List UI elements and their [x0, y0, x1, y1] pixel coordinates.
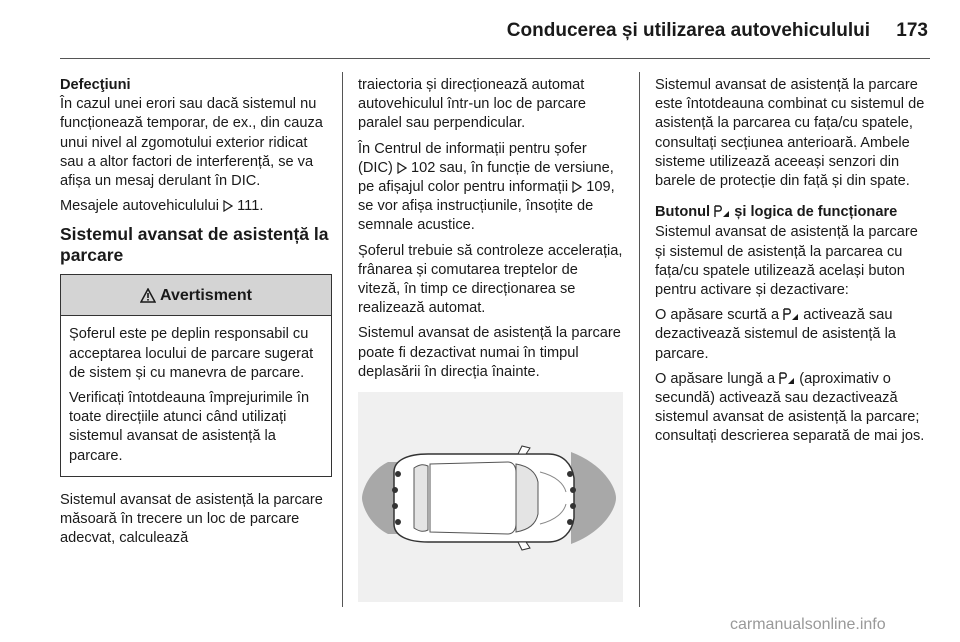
vehicle-messages-ref: 111. — [237, 198, 264, 215]
column-divider-2 — [639, 72, 640, 607]
short-press-text-a: O apăsare scurtă a — [655, 307, 780, 324]
warning-triangle-icon — [140, 288, 156, 303]
col3-paragraph-3 — [655, 306, 927, 364]
page-reference-arrow-icon — [223, 200, 233, 212]
color-display-ref-text: 109, se vor afișa instrucțiunile, însoțite de semnale acustice. — [358, 179, 615, 234]
warning-header — [61, 275, 331, 316]
col2-paragraph-3: Șoferul trebuie să controleze accelerația, frânarea și comutarea treptelor de viteză, în timp ce direcționarea se realizează automat. — [358, 242, 623, 317]
parking-sensor-illustration — [358, 392, 623, 602]
parking-assist-button-icon — [779, 372, 795, 385]
car-top-view-image — [358, 392, 623, 602]
warning-body — [61, 316, 331, 475]
col3-paragraph-4 — [655, 370, 927, 447]
warning-title: Avertisment — [160, 286, 252, 304]
page-reference-arrow-icon — [572, 181, 582, 193]
dic-text: În Centrul de informații pentru șofer (DIC) — [358, 140, 587, 176]
column-1 — [60, 76, 332, 554]
col2-paragraph-2 — [358, 140, 623, 236]
button-heading-text-a: Butonul — [655, 204, 711, 221]
col3-paragraph-1: Sistemul avansat de asistență la parcare este întotdeauna combinat cu sistemul de asistență la parcarea cu fața/cu spatele, consultați secțiunea anterioară. Ambele sisteme utilizează aceeași senzori din barele de protecție din față și din spate. — [655, 77, 925, 190]
dic-ref-text: 102 sau, în funcție de versiune, pe afișajul color pentru informații — [358, 159, 614, 196]
defects-title: Defecţiuni — [60, 77, 131, 93]
long-press-text-b: (aproximativ o secundă) activează sau dezactivează sistemul avansat de asistență la parcare; consultați descrierea separată de mai jos. — [655, 370, 925, 445]
vehicle-messages-text: Mesajele autovehiculului — [60, 198, 220, 215]
warning-paragraph-2: Verificați întotdeauna împrejurimile în toate direcțiile atunci când utilizați sistemul avansat de asistență la parcare. — [69, 390, 310, 464]
column-divider-1 — [342, 72, 343, 607]
button-heading-text-b: și logica de funcționare — [734, 204, 898, 221]
section-heading: Sistemul avansat de asistență la parcare — [60, 224, 329, 266]
after-warning-text: Sistemul avansat de asistență la parcare măsoară în trecere un loc de parcare adecvat, calculează — [60, 491, 323, 547]
col2-paragraph-4: Sistemul avansat de asistență la parcare poate fi dezactivat numai în timpul deplasării în direcția înainte. — [358, 325, 621, 380]
long-press-text-a: O apăsare lungă a — [655, 370, 776, 387]
column-2 — [358, 76, 623, 388]
watermark: carmanualsonline.info — [730, 616, 886, 633]
column-3 — [655, 76, 927, 453]
running-header: Conducerea și utilizarea autovehiculului — [506, 20, 870, 41]
parking-assist-button-icon — [783, 308, 799, 321]
header-rule — [60, 58, 930, 59]
warning-paragraph-1: Șoferul este pe deplin responsabil cu acceptarea locului de parcare sugerat de sistem și cu manevra de parcare. — [69, 326, 314, 381]
page-reference-arrow-icon — [397, 162, 407, 174]
col3-paragraph-2: Sistemul avansat de asistență la parcare și sistemul de asistență la parcarea cu fața/cu spatele utilizează același buton pentru activare și dezactivare: — [655, 224, 918, 299]
defects-text: În cazul unei erori sau dacă sistemul nu funcționează temporar, de ex., din cauza unui nivel al zgomotului exterior ridicat sau a altor factori de interferență, se va afișa un mesaj derulant în DIC. — [60, 96, 323, 190]
button-logic-heading — [655, 203, 927, 222]
warning-box — [60, 274, 332, 476]
col2-paragraph-1: traiectoria și direcționează automat autovehiculul într-un loc de parcare paralel sau perpendicular. — [358, 77, 586, 132]
vehicle-messages-paragraph — [60, 197, 332, 216]
page-number: 173 — [896, 20, 928, 41]
parking-assist-button-icon — [714, 205, 730, 218]
short-press-text-b: activează sau dezactivează sistemul de asistență la parcare. — [655, 307, 896, 362]
